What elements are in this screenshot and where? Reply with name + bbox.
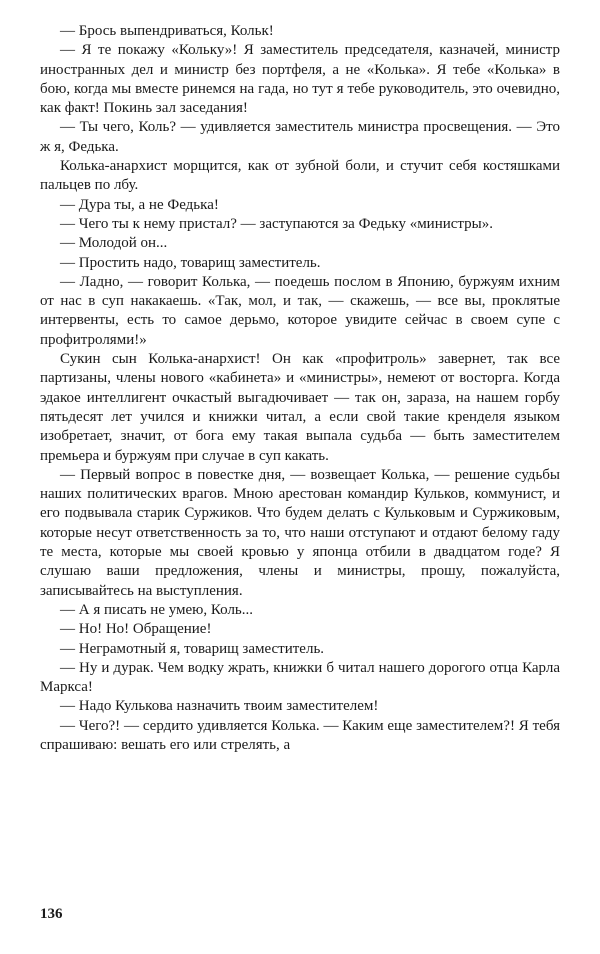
paragraph: — Я те покажу «Кольку»! Я заместитель председателя, казначей, министр иностранных дел и министр без портфеля, а не «Колька». Я тебе «Колька» в бою, когда мы вместе ринемся на гада, но тут я тебе руководитель, это очевидно, как факт! Покинь зал заседания! <box>40 42 560 117</box>
paragraph: — Неграмотный я, товарищ заместитель. <box>60 640 325 657</box>
paragraph: — Но! Но! Обращение! <box>60 621 212 638</box>
paragraph: — Ты чего, Коль? — удивляется заместитель министра просвещения. — Это ж я, Федька. <box>40 119 560 155</box>
paragraph: — Брось выпендриваться, Кольк! <box>60 23 274 39</box>
page-number: 136 <box>40 906 63 922</box>
paragraph: — Ладно, — говорит Колька, — поедешь послом в Японию, буржуям ихним от нас в суп накакаешь. «Так, мол, и так, — скажешь, — все вы, проклятые интервенты, есть то самое дерьмо, которое увидите сейчас в своем супе с профитролями!» <box>40 273 560 348</box>
paragraph: — Молодой он... <box>60 235 168 252</box>
paragraph: — Простить надо, товарищ заместитель. <box>60 254 321 271</box>
paragraph: — А я писать не умею, Коль... <box>60 601 254 618</box>
paragraph: — Чего?! — сердито удивляется Колька. — Каким еще заместителем?! Я тебя спрашиваю: вешать его или стрелять, а <box>40 717 560 753</box>
paragraph: Сукин сын Колька-анархист! Он как «профитроль» завернет, так все партизаны, члены нового «кабинета» и «министры», немеют от восторга. Когда эдакое интеллигент очкастый выгадючивает — так он, зараза, на нашем горбу пятьдесят лет учился и книжки читал, а если свой такие кренделя языком изобретает, значит, от бога ему такая выпала судьба — быть заместителем премьера и буржуям при случае в суп какать. <box>40 351 560 464</box>
paragraph: — Надо Кулькова назначить твоим заместителем! <box>60 698 379 715</box>
page-body <box>40 22 560 755</box>
paragraph: — Первый вопрос в повестке дня, — возвещает Колька, — решение судьбы наших политических врагов. Мною арестован командир Кульков, коммунист, и его подвывала старик Суржиков. Что будем делать с Кульковым и Суржиковым, которые несут ответственность за то, что наши отступают и отдают белому гаду те места, которые мы своей кровью у японца отбили в двадцатом годе? Я слушаю ваши предложения, члены и министры, прошу, пожалуйста, записывайтесь на выступления. <box>40 466 560 599</box>
paragraph: Колька-анархист морщится, как от зубной боли, и стучит себя костяшками пальцев по лбу. <box>40 158 560 194</box>
paragraph: — Чего ты к нему пристал? — заступаются за Федьку «министры». <box>60 215 493 232</box>
paragraph: — Ну и дурак. Чем водку жрать, книжки б читал нашего дорогого отца Карла Маркса! <box>40 659 560 696</box>
paragraph: — Дура ты, а не Федька! <box>60 196 219 213</box>
